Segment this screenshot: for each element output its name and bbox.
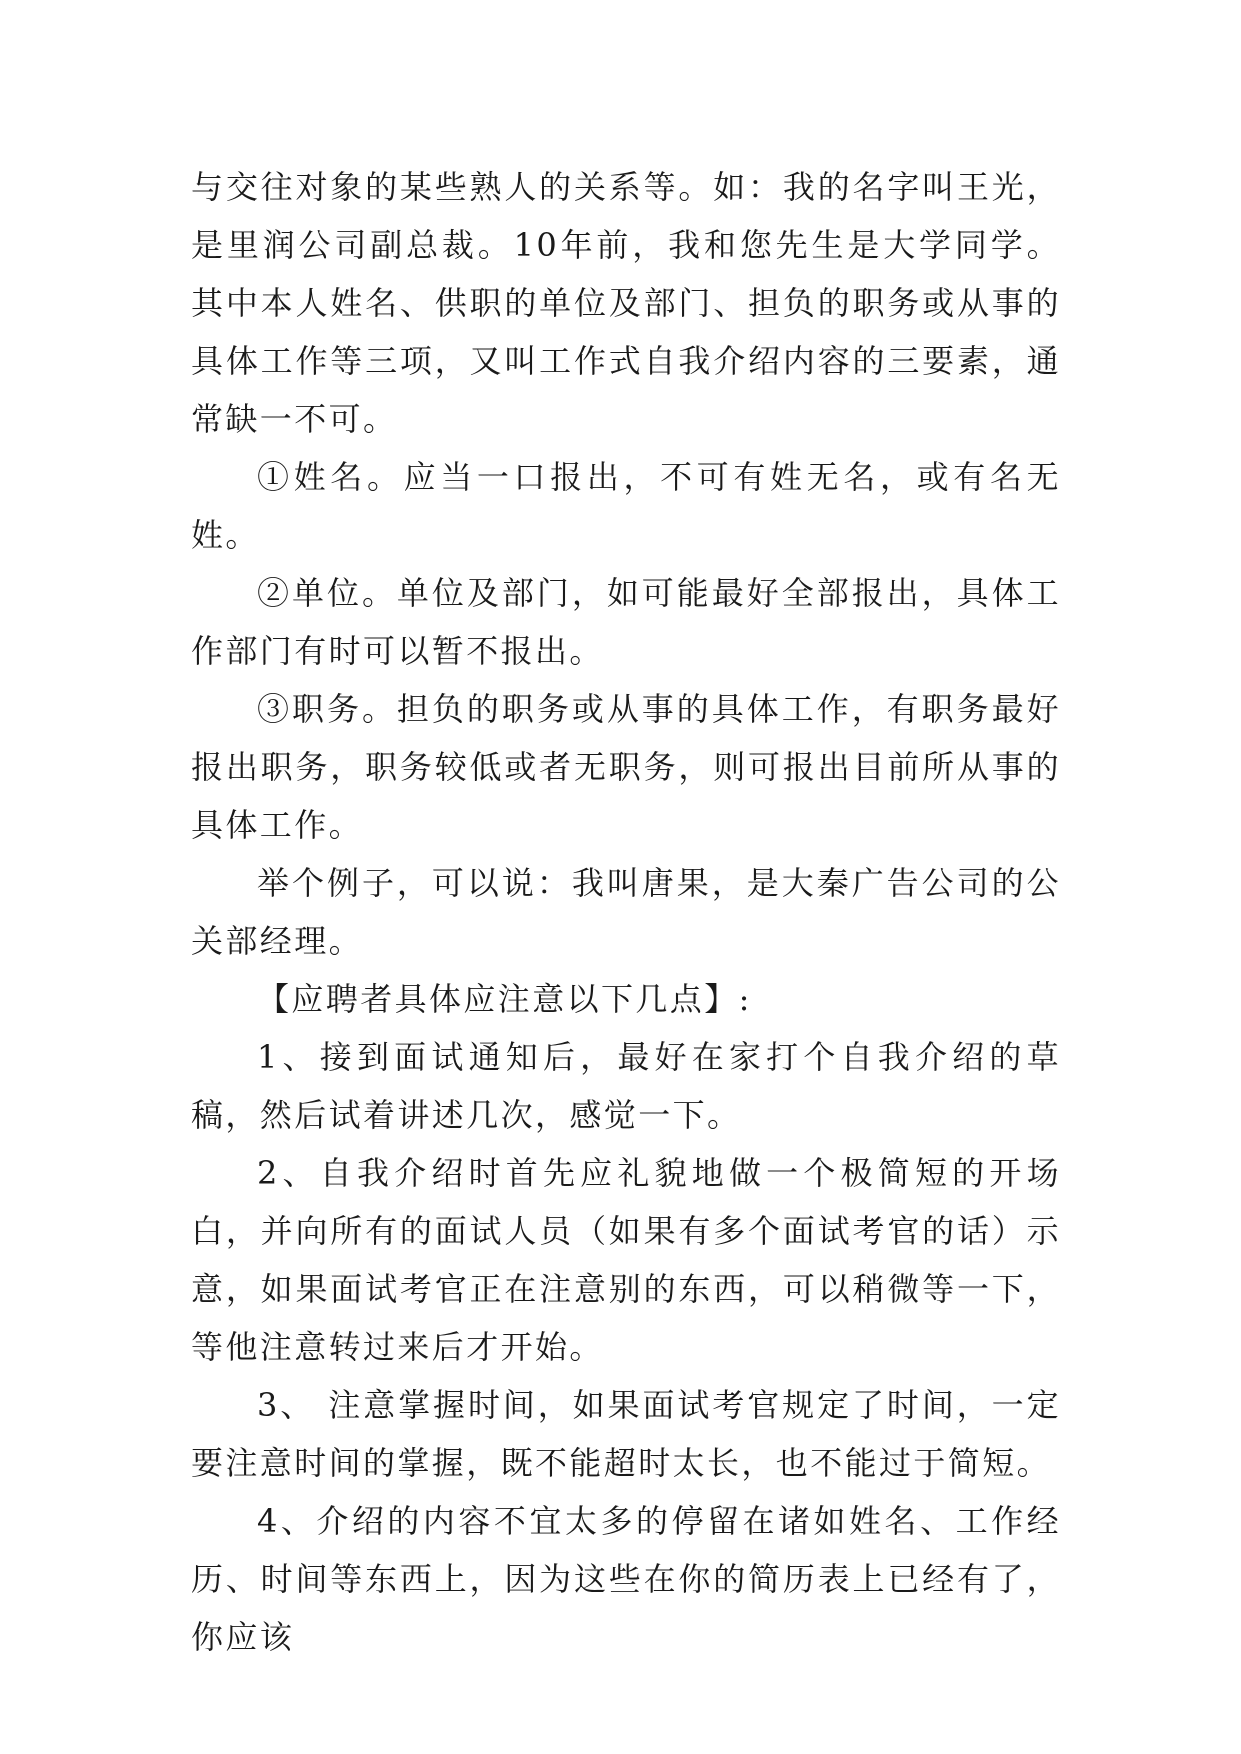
- paragraph-point-4: 4、介绍的内容不宜太多的停留在诸如姓名、工作经历、时间等东西上，因为这些在你的简历表上已经有了，你应该: [191, 1502, 1061, 1656]
- paragraph-continuation: 与交往对象的某些熟人的关系等。如：我的名字叫王光，是里润公司副总裁。10年前，我和您先生是大学同学。 其中本人姓名、供职的单位及部门、担负的职务或从事的具体工作等三项，又叫工作式自我介绍内容的三要素，通常缺一不可。: [191, 168, 1061, 438]
- paragraph-point-3: 3、 注意掌握时间，如果面试考官规定了时间，一定要注意时间的掌握，既不能超时太长，也不能过于简短。: [191, 1386, 1061, 1482]
- paragraph-item-unit: ②单位。单位及部门，如可能最好全部报出，具体工作部门有时可以暂不报出。: [191, 574, 1061, 670]
- paragraph-example: 举个例子，可以说：我叫唐果，是大秦广告公司的公关部经理。: [191, 864, 1061, 960]
- paragraph-item-name: ①姓名。应当一口报出，不可有姓无名，或有名无姓。: [191, 458, 1061, 554]
- paragraph-item-position: ③职务。担负的职务或从事的具体工作，有职务最好报出职务，职务较低或者无职务，则可报出目前所从事的具体工作。: [191, 690, 1061, 844]
- paragraph-point-2: 2、自我介绍时首先应礼貌地做一个极简短的开场白，并向所有的面试人员（如果有多个面试考官的话）示意，如果面试考官正在注意别的东西，可以稍微等一下，等他注意转过来后才开始。: [191, 1154, 1061, 1366]
- paragraph-point-1: 1、接到面试通知后，最好在家打个自我介绍的草稿，然后试着讲述几次，感觉一下。: [191, 1038, 1061, 1134]
- document-body: [191, 158, 1061, 1666]
- section-heading: 【应聘者具体应注意以下几点】:: [257, 980, 752, 1018]
